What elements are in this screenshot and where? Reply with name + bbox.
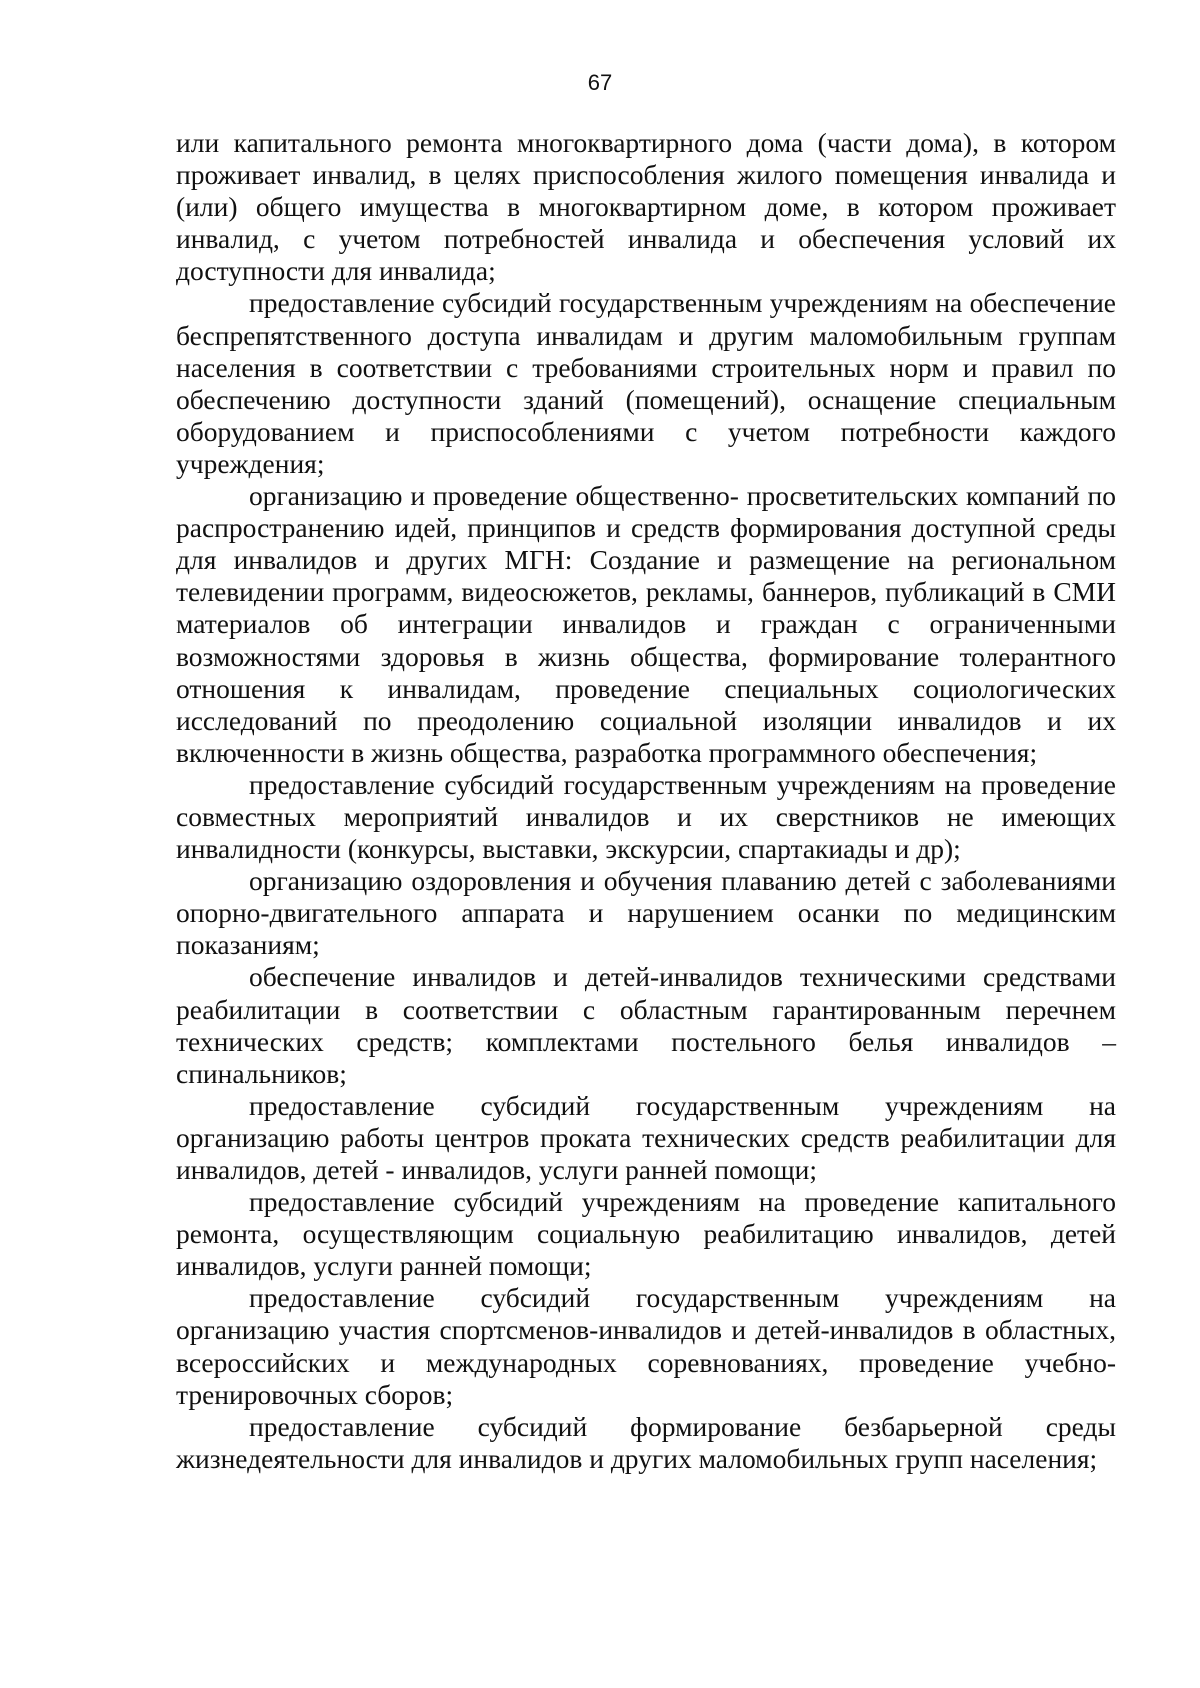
paragraph: предоставление субсидий учреждениям на проведение капитального ремонта, осуществляющим социальную реабилитацию инвалидов, детей инвалидов, услуги ранней помощи; <box>176 1186 1116 1282</box>
paragraph-continuation: или капитального ремонта многоквартирного дома (части дома), в котором проживает инвалид, в целях приспособления жилого помещения инвалида и (или) общего имущества в многоквартирном доме, в котором проживает инвалид, с учетом потребностей инвалида и обеспечения условий их доступности для инвалида; <box>176 127 1116 287</box>
paragraph: организацию оздоровления и обучения плаванию детей с заболеваниями опорно-двигательного аппарата и нарушением осанки по медицинским показаниям; <box>176 865 1116 961</box>
paragraph: организацию и проведение общественно- просветительских компаний по распространению идей, принципов и средств формирования доступной среды для инвалидов и других МГН: Создание и размещение на региональном телевидении программ, видеосюжетов, рекламы, баннеров, публикаций в СМИ материалов об интеграции инвалидов и граждан с ограниченными возможностями здоровья в жизнь общества, формирование толерантного отношения к инвалидам, проведение специальных социологических исследований по преодолению социальной изоляции инвалидов и их включенности в жизнь общества, разработка программного обеспечения; <box>176 480 1116 768</box>
paragraph: обеспечение инвалидов и детей-инвалидов техническими средствами реабилитации в соответствии с областным гарантированным перечнем технических средств; комплектами постельного белья инвалидов – спинальников; <box>176 961 1116 1089</box>
paragraph: предоставление субсидий формирование безбарьерной среды жизнедеятельности для инвалидов и других маломобильных групп населения; <box>176 1410 1116 1474</box>
paragraph: предоставление субсидий государственным учреждениям на организацию участия спортсменов-инвалидов и детей-инвалидов в областных, всероссийских и международных соревнованиях, проведение учебно-тренировочных сборов; <box>176 1282 1116 1410</box>
document-body <box>176 127 1116 1475</box>
page-number: 67 <box>587 70 613 95</box>
paragraph: предоставление субсидий государственным учреждениям на организацию работы центров проката технических средств реабилитации для инвалидов, детей - инвалидов, услуги ранней помощи; <box>176 1089 1116 1185</box>
paragraph: предоставление субсидий государственным учреждениям на обеспечение беспрепятственного доступа инвалидам и другим маломобильным группам населения в соответствии с требованиями строительных норм и правил по обеспечению доступности зданий (помещений), оснащение специальным оборудованием и приспособлениями с учетом потребности каждого учреждения; <box>176 287 1116 479</box>
paragraph: предоставление субсидий государственным учреждениям на проведение совместных мероприятий инвалидов и их сверстников не имеющих инвалидности (конкурсы, выставки, экскурсии, спартакиады и др); <box>176 768 1116 865</box>
